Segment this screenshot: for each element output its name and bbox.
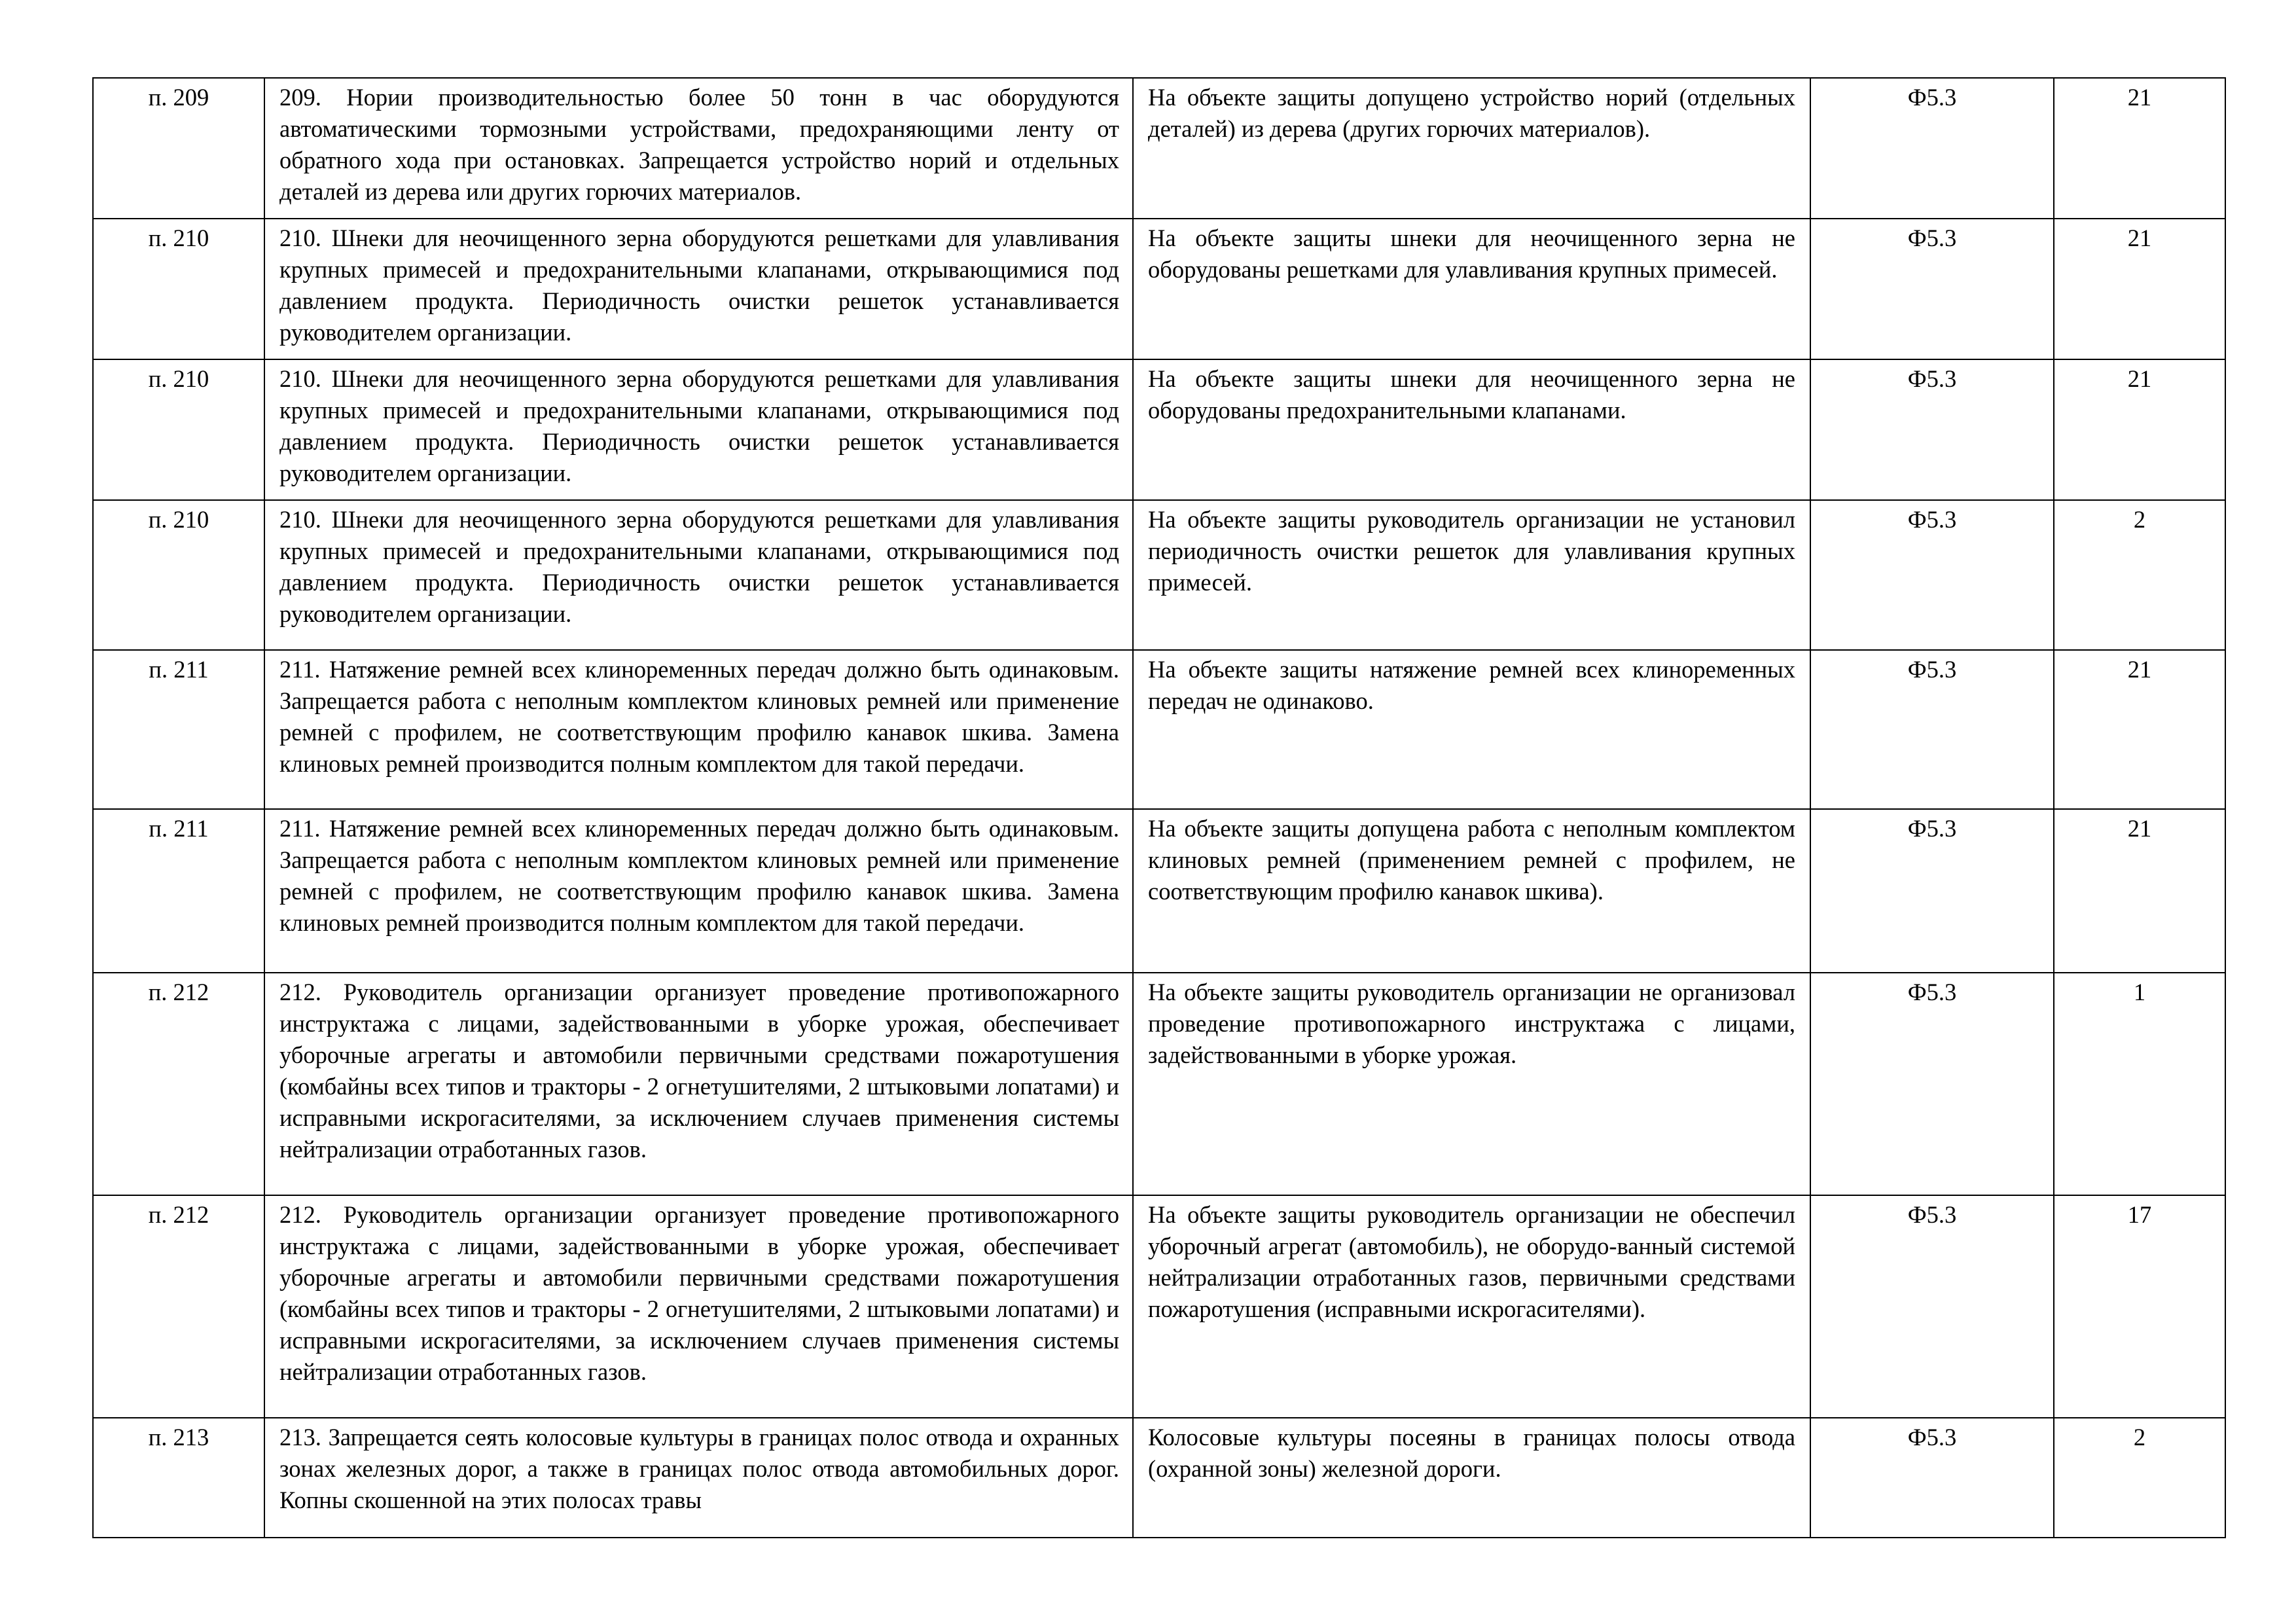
table-row <box>93 219 2225 359</box>
requirement-text-cell: 211. Натяжение ремней всех клиноременных передач должно быть одинаковым. Запрещается работа с неполным комплектом клиновых ремней или применение ремней с профилем, не соответствующим профилю канавок шкива. Замена клиновых ремней производится полным комплектом для такой передачи. <box>264 809 1133 973</box>
violation-description-cell: На объекте защиты шнеки для неочищенного зерна не оборудованы решетками для улавливания крупных примесей. <box>1133 219 1810 359</box>
class-code-cell: Ф5.3 <box>1810 650 2054 809</box>
class-code-cell: Ф5.3 <box>1810 1195 2054 1418</box>
count-cell: 21 <box>2054 219 2225 359</box>
point-number-cell: п. 213 <box>93 1418 264 1538</box>
class-code-cell: Ф5.3 <box>1810 219 2054 359</box>
point-number-cell: п. 210 <box>93 359 264 500</box>
requirement-text-cell: 210. Шнеки для неочищенного зерна оборудуются решетками для улавливания крупных примесей и предохранительными клапанами, открывающимися под давлением продукта. Периодичность очистки решеток устанавливается руководителем организации. <box>264 359 1133 500</box>
table-row <box>93 78 2225 219</box>
point-number-cell: п. 211 <box>93 809 264 973</box>
point-number-cell: п. 211 <box>93 650 264 809</box>
point-number-cell: п. 212 <box>93 973 264 1195</box>
violation-description-cell: На объекте защиты допущена работа с неполным комплектом клиновых ремней (применением ремней с профилем, не соответствующим профилю канавок шкива). <box>1133 809 1810 973</box>
table-row <box>93 500 2225 650</box>
table-row <box>93 1418 2225 1538</box>
count-cell: 21 <box>2054 78 2225 219</box>
violation-description-cell: На объекте защиты руководитель организации не организовал проведение противопожарного инструктажа с лицами, задействованными в уборке урожая. <box>1133 973 1810 1195</box>
requirement-text-cell: 212. Руководитель организации организует проведение противопожарного инструктажа с лицами, задействованными в уборке урожая, обеспечивает уборочные агрегаты и автомобили первичными средствами пожаротушения (комбайны всех типов и тракторы - 2 огнетушителями, 2 штыковыми лопатами) и исправными искрогасителями, за исключением случаев применения системы нейтрализации отработанных газов. <box>264 1195 1133 1418</box>
requirement-text-cell: 209. Нории производительностью более 50 тонн в час оборудуются автоматическими тормозными устройствами, предохраняющими ленту от обратного хода при остановках. Запрещается устройство норий и отдельных деталей из дерева или других горючих материалов. <box>264 78 1133 219</box>
violation-description-cell: Колосовые культуры посеяны в границах полосы отвода (охранной зоны) железной дороги. <box>1133 1418 1810 1538</box>
requirement-text-cell: 210. Шнеки для неочищенного зерна оборудуются решетками для улавливания крупных примесей и предохранительными клапанами, открывающимися под давлением продукта. Периодичность очистки решеток устанавливается руководителем организации. <box>264 219 1133 359</box>
class-code-cell: Ф5.3 <box>1810 973 2054 1195</box>
violation-description-cell: На объекте защиты натяжение ремней всех клиноременных передач не одинаково. <box>1133 650 1810 809</box>
requirement-text-cell: 210. Шнеки для неочищенного зерна оборудуются решетками для улавливания крупных примесей и предохранительными клапанами, открывающимися под давлением продукта. Периодичность очистки решеток устанавливается руководителем организации. <box>264 500 1133 650</box>
point-number-cell: п. 209 <box>93 78 264 219</box>
table-row <box>93 1195 2225 1418</box>
requirement-text-cell: 213. Запрещается сеять колосовые культуры в границах полос отвода и охранных зонах железных дорог, а также в границах полос отвода автомобильных дорог. Копны скошенной на этих полосах травы <box>264 1418 1133 1538</box>
class-code-cell: Ф5.3 <box>1810 1418 2054 1538</box>
count-cell: 21 <box>2054 809 2225 973</box>
point-number-cell: п. 210 <box>93 500 264 650</box>
count-cell: 1 <box>2054 973 2225 1195</box>
requirements-table <box>92 77 2226 1538</box>
violation-description-cell: На объекте защиты допущено устройство норий (отдельных деталей) из дерева (других горючих материалов). <box>1133 78 1810 219</box>
class-code-cell: Ф5.3 <box>1810 359 2054 500</box>
requirement-text-cell: 212. Руководитель организации организует проведение противопожарного инструктажа с лицами, задействованными в уборке урожая, обеспечивает уборочные агрегаты и автомобили первичными средствами пожаротушения (комбайны всех типов и тракторы - 2 огнетушителями, 2 штыковыми лопатами) и исправными искрогасителями, за исключением случаев применения системы нейтрализации отработанных газов. <box>264 973 1133 1195</box>
point-number-cell: п. 210 <box>93 219 264 359</box>
table-row <box>93 650 2225 809</box>
class-code-cell: Ф5.3 <box>1810 500 2054 650</box>
count-cell: 2 <box>2054 1418 2225 1538</box>
point-number-cell: п. 212 <box>93 1195 264 1418</box>
violation-description-cell: На объекте защиты руководитель организации не обеспечил уборочный агрегат (автомобиль), не оборудо-ванный системой нейтрализации отработанных газов, первичными средствами пожаротушения (исправными искрогасителями). <box>1133 1195 1810 1418</box>
count-cell: 21 <box>2054 359 2225 500</box>
count-cell: 2 <box>2054 500 2225 650</box>
count-cell: 17 <box>2054 1195 2225 1418</box>
table-row <box>93 809 2225 973</box>
count-cell: 21 <box>2054 650 2225 809</box>
table-row <box>93 973 2225 1195</box>
class-code-cell: Ф5.3 <box>1810 809 2054 973</box>
violation-description-cell: На объекте защиты руководитель организации не установил периодичность очистки решеток для улавливания крупных примесей. <box>1133 500 1810 650</box>
requirement-text-cell: 211. Натяжение ремней всех клиноременных передач должно быть одинаковым. Запрещается работа с неполным комплектом клиновых ремней или применение ремней с профилем, не соответствующим профилю канавок шкива. Замена клиновых ремней производится полным комплектом для такой передачи. <box>264 650 1133 809</box>
class-code-cell: Ф5.3 <box>1810 78 2054 219</box>
violation-description-cell: На объекте защиты шнеки для неочищенного зерна не оборудованы предохранительными клапанами. <box>1133 359 1810 500</box>
table-row <box>93 359 2225 500</box>
